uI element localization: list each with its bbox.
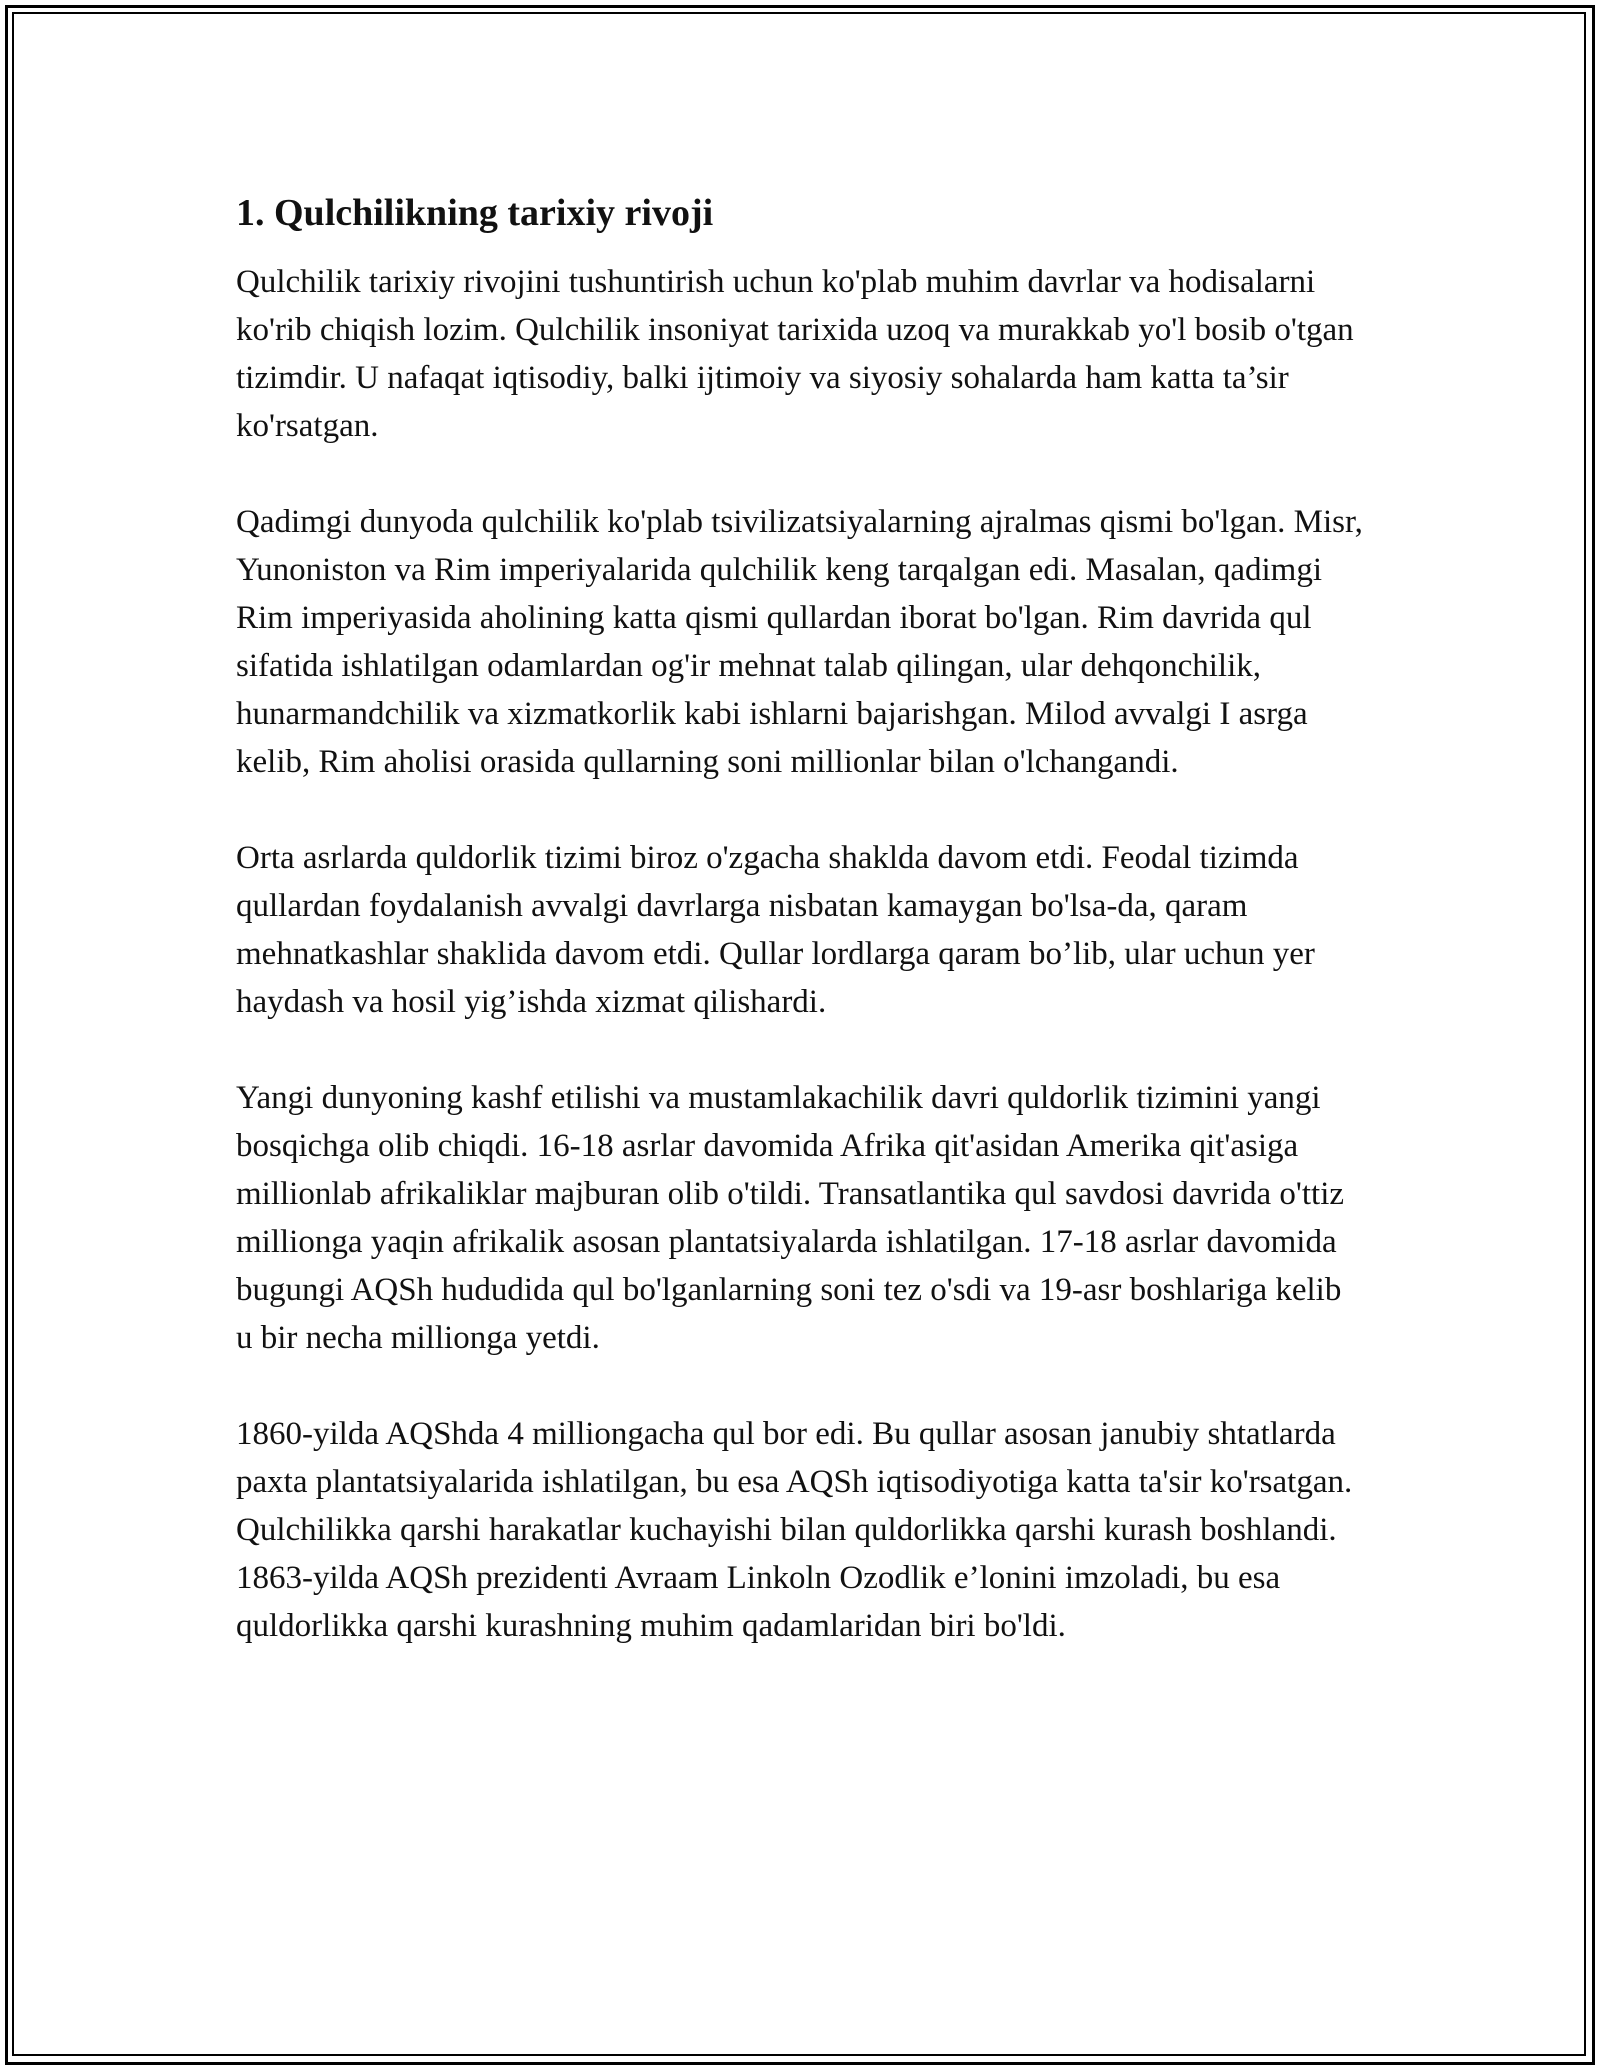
paragraph-2: Qadimgi dunyoda qulchilik ko'plab tsivilizatsiyalarning ajralmas qismi bo'lgan. Misr, Yunoniston va Rim imperiyalarida qulchilik keng tarqalgan edi. Masalan, qadimgi Rim imperiyasida aholining katta qismi qullardan iborat bo'lgan. Rim davrida qul sifatida ishlatilgan odamlardan og'ir mehnat talab qilingan, ular dehqonchilik, hunarmandchilik va xizmatkorlik kabi ishlarni bajarishgan. Milod avvalgi I asrga kelib, Rim aholisi orasida qullarning soni millionlar bilan o'lchangandi. [236,504,1363,780]
section-heading: 1. Qulchilikning tarixiy rivoji [236,192,714,234]
paragraph-4: Yangi dunyoning kashf etilishi va mustamlakachilik davri quldorlik tizimini yangi bosqichga olib chiqdi. 16-18 asrlar davomida Afrika qit'asidan Amerika qit'asiga millionlab afrikaliklar majburan olib o'tildi. Transatlantika qul savdosi davrida o'ttiz millionga yaqin afrikalik asosan plantatsiyalarda ishlatilgan. 17-18 asrlar davomida bugungi AQSh hududida qul bo'lganlarning soni tez o'sdi va 19-asr boshlariga kelib u bir necha millionga yetdi. [236,1080,1345,1356]
paragraph-3: Orta asrlarda quldorlik tizimi biroz o'zgacha shaklda davom etdi. Feodal tizimda qullardan foydalanish avvalgi davrlarga nisbatan kamaygan bo'lsa-da, qaram mehnatkashlar shaklida davom etdi. Qullar lordlarga qaram bo’lib, ular uchun yer haydash va hosil yig’ishda xizmat qilishardi. [236,840,1315,1020]
document-body [236,190,1366,1698]
paragraph-5: 1860-yilda AQShda 4 milliongacha qul bor edi. Bu qullar asosan janubiy shtatlarda paxta plantatsiyalarida ishlatilgan, bu esa AQSh iqtisodiyotiga katta ta'sir ko'rsatgan. Qulchilikka qarshi harakatlar kuchayishi bilan quldorlikka qarshi kurash boshlandi. 1863-yilda AQSh prezidenti Avraam Linkoln Ozodlik e’lonini imzoladi, bu esa quldorlikka qarshi kurashning muhim qadamlaridan biri bo'ldi. [236,1416,1353,1644]
paragraph-1: Qulchilik tarixiy rivojini tushuntirish uchun ko'plab muhim davrlar va hodisalarni ko'rib chiqish lozim. Qulchilik insoniyat tarixida uzoq va murakkab yo'l bosib o'tgan tizimdir. U nafaqat iqtisodiy, balki ijtimoiy va siyosiy sohalarda ham katta ta’sir ko'rsatgan. [236,264,1354,444]
